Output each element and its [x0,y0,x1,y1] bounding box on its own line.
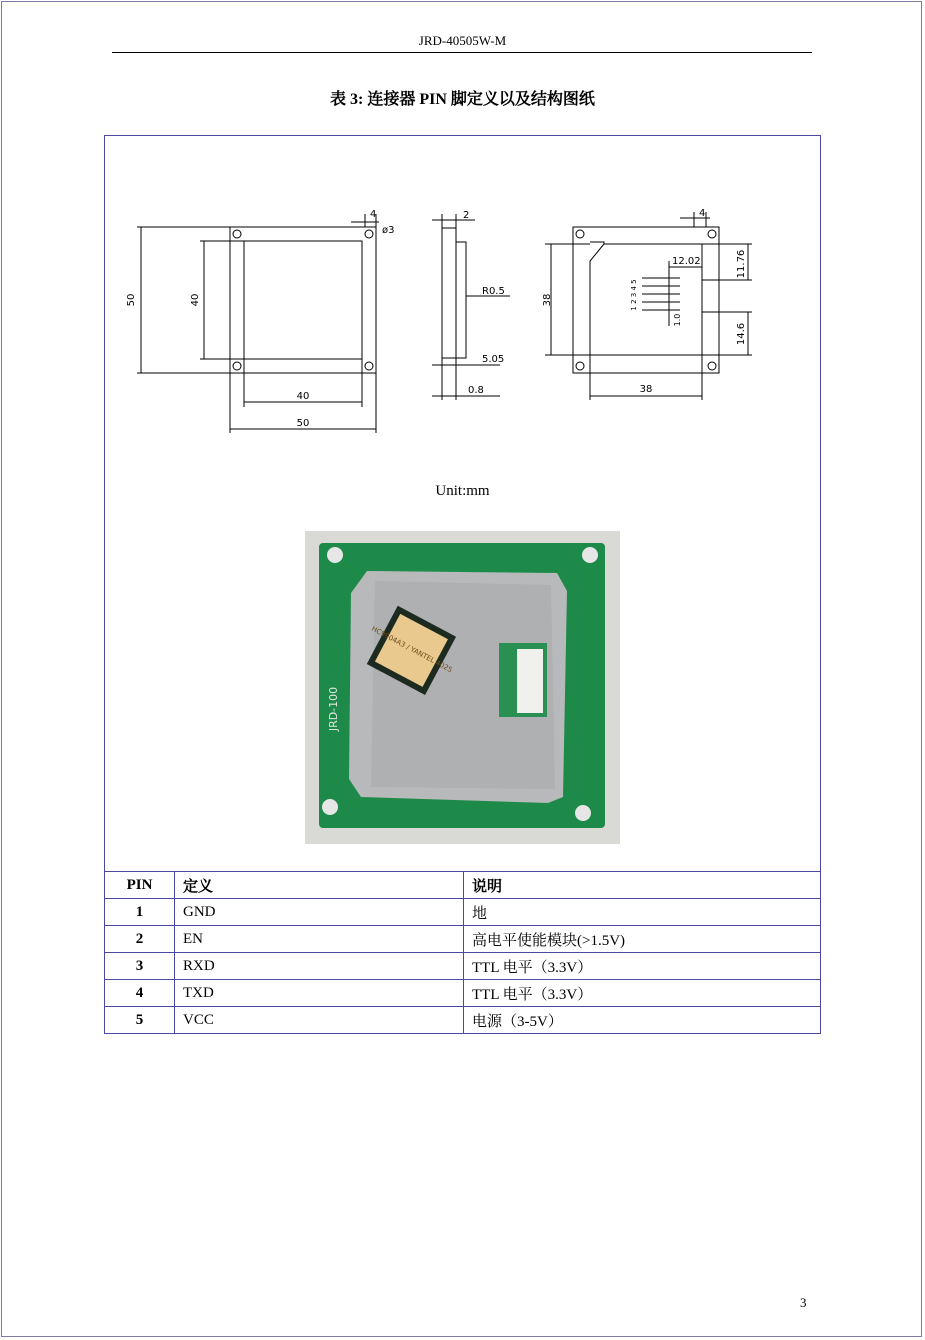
dim-pins: 1 2 3 4 5 [630,279,638,311]
dim-width-inner: 40 [296,391,310,402]
mechanical-drawing [120,200,760,440]
dim-side-top: 2 [463,210,470,221]
pin-desc: TTL 电平（3.3V） [464,953,821,980]
pin-number: 3 [105,953,175,980]
pin-desc: 地 [464,899,821,926]
front-outline [230,227,376,373]
header-def: 定义 [175,872,464,899]
dim-back-height: 38 [542,293,553,307]
unit-label: Unit:mm [435,483,490,499]
dim-conn-bottom: 14.6 [736,322,747,346]
dim-thickness: 5.05 [482,354,505,365]
dim-width-outer: 50 [296,418,310,429]
board-text: JRD-100 [327,686,340,732]
pin-desc: 电源（3-5V） [464,1007,821,1034]
dim-conn-width: 12.02 [672,256,701,267]
pin-desc: TTL 电平（3.3V） [464,980,821,1007]
pin-number: 1 [105,899,175,926]
dim-hole-offset: 4 [370,209,377,220]
dim-radius: R0.5 [482,286,505,297]
chip-text: HC9904A3 / YANTEL 4025 [370,624,454,675]
table-row [105,1007,821,1034]
table-caption: 表 3: 连接器 PIN 脚定义以及结构图纸 [330,91,595,108]
table-row [105,953,821,980]
table-row [105,899,821,926]
dim-conn-small: 1.0 [673,313,682,327]
dim-height-outer: 50 [126,293,137,307]
header-doc-id: JRD-40505W-M [418,33,507,48]
header-rule [112,52,812,53]
pin-number: 5 [105,1007,175,1034]
pin-number: 4 [105,980,175,1007]
table-row [105,980,821,1007]
pin-def: TXD [175,980,464,1007]
dim-side-bottom: 0.8 [468,385,484,396]
dim-hole-dia: ø3 [382,225,395,236]
dim-conn-top: 11.76 [736,249,747,279]
pin-desc: 高电平使能模块(>1.5V) [464,926,821,953]
table-row [105,926,821,953]
header-pin: PIN [105,872,175,899]
dim-back-width: 38 [639,384,653,395]
pin-def: VCC [175,1007,464,1034]
header-desc: 说明 [464,872,821,899]
pin-table [104,871,821,1034]
table-header-row [105,872,821,899]
pin-number: 2 [105,926,175,953]
module-photo [305,531,620,844]
pin-def: GND [175,899,464,926]
pin-def: EN [175,926,464,953]
dim-height-inner: 40 [190,293,201,307]
page-number: 3 [800,1295,807,1310]
pin-def: RXD [175,953,464,980]
dim-back-hole-offset: 4 [699,208,706,219]
